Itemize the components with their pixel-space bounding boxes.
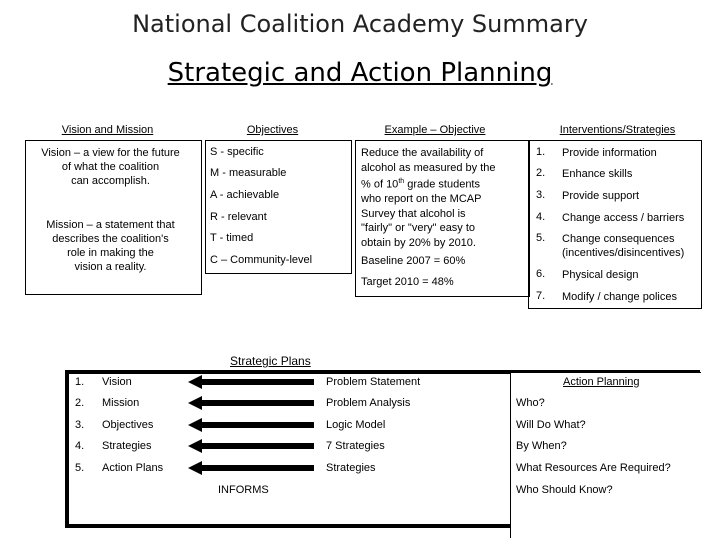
objectives-heading: Objectives [246,124,299,136]
objective-item: C – Community-level [210,254,313,266]
intervention-text: Physical design [562,269,639,281]
plan-target: Logic Model [326,419,386,431]
vision-mission-heading: Vision and Mission [61,124,154,136]
action-planning-heading: Action Planning [563,376,640,388]
intervention-number: 3. [536,189,546,201]
plan-label: Vision [102,376,132,388]
action-question: Who? [516,397,545,409]
mission-definition: Mission – a statement that describes the coalition's role in making the vision a reality. [46,219,175,273]
intervention-number: 6. [536,268,546,280]
left-arrow-icon [188,375,314,389]
action-question: Will Do What? [516,419,586,431]
intervention-text: Provide information [562,147,657,159]
example-objective-text: Reduce the availability of alcohol as measured by the % of 10th grade students who report on the MCAP Survey that alcohol is "fairly" or "very" easy to obtain by 20% by 2010. [361,147,496,249]
intervention-number: 7. [536,290,546,302]
page-subtitle: Strategic and Action Planning [167,58,553,88]
plan-number: 2. [75,397,85,409]
intervention-number: 4. [536,211,546,223]
objective-item: S - specific [210,146,264,158]
plan-target: Problem Analysis [326,397,411,409]
left-arrow-icon [188,461,314,475]
plan-number: 5. [75,462,85,474]
plan-number: 3. [75,419,85,431]
objective-item: R - relevant [210,211,267,223]
intervention-text: Change access / barriers [562,212,685,224]
intervention-number: 1. [536,146,546,158]
intervention-text: Provide support [562,190,640,202]
page-title: National Coalition Academy Summary [132,10,588,38]
intervention-number: 2. [536,167,546,179]
target-text: Target 2010 = 48% [361,276,454,288]
left-arrow-icon [188,396,314,410]
plan-number: 4. [75,440,85,452]
intervention-text: Change consequences (incentives/disincentives) [562,233,685,259]
informs-label: INFORMS [218,484,269,496]
plan-label: Mission [102,397,140,409]
plan-target: 7 Strategies [326,440,385,452]
objective-item: M - measurable [210,167,287,179]
plan-label: Strategies [102,440,152,452]
intervention-text: Enhance skills [562,168,633,180]
action-question: What Resources Are Required? [516,462,671,474]
intervention-number: 5. [536,232,546,244]
plan-label: Objectives [102,419,154,431]
plan-target: Strategies [326,462,376,474]
baseline-text: Baseline 2007 = 60% [361,255,466,267]
action-question: Who Should Know? [516,484,613,496]
intervention-text: Modify / change polices [562,291,677,303]
plan-label: Action Plans [102,462,164,474]
strategic-plans-heading: Strategic Plans [230,354,311,368]
objective-item: A - achievable [210,189,280,201]
interventions-heading: Interventions/Strategies [559,124,676,136]
left-arrow-icon [188,418,314,432]
plan-number: 1. [75,376,85,388]
vision-definition: Vision – a view for the future of what the coalition can accomplish. [41,147,180,187]
action-question: By When? [516,440,567,452]
plan-target: Problem Statement [326,376,421,388]
objective-item: T - timed [210,232,254,244]
left-arrow-icon [188,439,314,453]
example-heading: Example – Objective [384,124,486,136]
